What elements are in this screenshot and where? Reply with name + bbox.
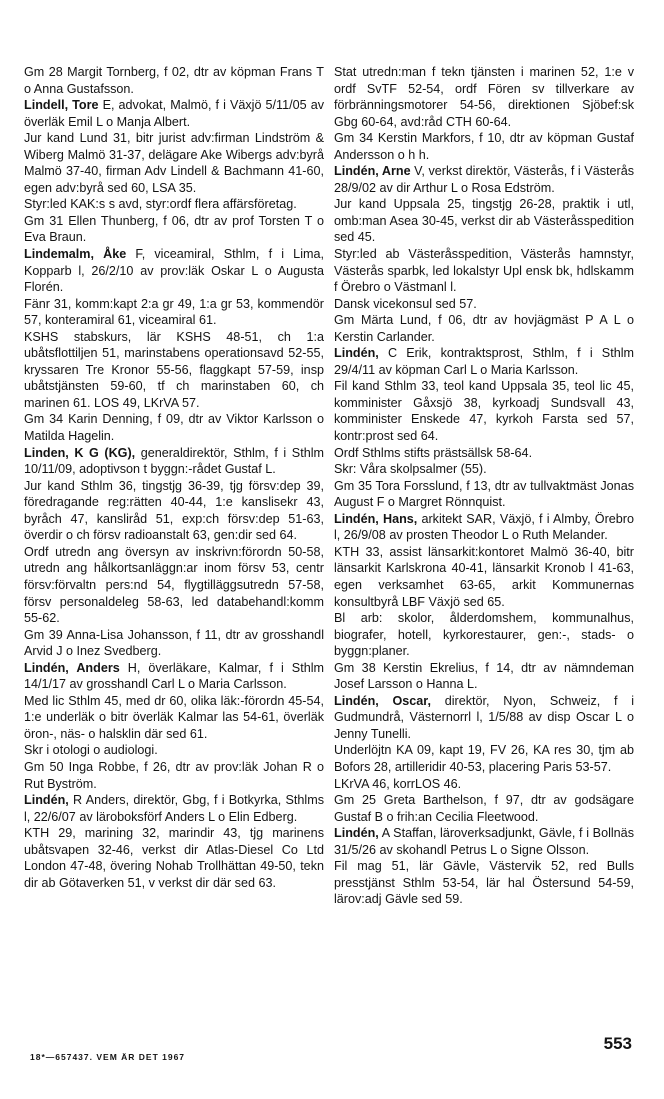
entry-text: Gm 38 Kerstin Ekrelius, f 14, dtr av nämndeman Josef Larsson o Hanna L.	[334, 660, 634, 692]
entry-text: Skr: Våra skolpsalmer (55).	[334, 462, 487, 477]
entry-text: Gm 34 Karin Denning, f 09, dtr av Viktor Karlsson o Matilda Hagelin.	[24, 412, 324, 444]
entry-heading: Lindén,	[334, 826, 379, 841]
entry-text: Dansk vicekonsul sed 57.	[334, 296, 477, 311]
entry-text: Fänr 31, komm:kapt 2:a gr 49, 1:a gr 53, kommendör 57, konteramiral 61, viceamiral 61.	[24, 296, 324, 328]
entry-linden-c-erik	[334, 345, 634, 510]
entry-linden-kg	[24, 445, 324, 660]
entry-linden-oscar	[334, 693, 634, 825]
entry-text: Gm 50 Inga Robbe, f 26, dtr av prov:läk Johan R o Rut Byström.	[24, 759, 324, 791]
entry-text: Stat utredn:man f tekn tjänsten i marinen 52, 1:e v ordf SvTF 52-54, ordf Fören sv tillverkare av förbränningsmotorer 54-56, direktionen Sjöbef:sk Gbg 60-64, avd:råd CTH 60-64.	[334, 65, 634, 129]
entry-text: LKrVA 46, korrLOS 46.	[334, 776, 462, 791]
entry-text: Gm 35 Tora Forsslund, f 13, dtr av tullvaktmäst Jonas August F o Margret Rönnquist.	[334, 478, 634, 510]
entry-tornberg-continuation	[24, 64, 324, 97]
entry-text: E, advokat, Malmö, f i Växjö 5/11/05 av överläk Emil L o Manja Albert.	[24, 98, 324, 129]
entry-text: Skr i otologi o audiologi.	[24, 743, 158, 758]
entry-lindemalm-ake	[24, 246, 324, 445]
entry-text: direktör, Nyon, Schweiz, f i Gudmundrå, Västernorrl l, 1/5/88 av disp Oscar L o Jenny Tunelli.	[334, 693, 634, 741]
entry-text: R Anders, direktör, Gbg, f i Botkyrka, Sthlms l, 22/6/07 av läroboksförf Anders L o Elin Edberg.	[24, 793, 324, 824]
page-number: 553	[603, 1034, 632, 1053]
entry-lindell-tore	[24, 97, 324, 246]
entry-linden-anders-h	[24, 660, 324, 792]
entry-heading: Lindén, Arne	[334, 164, 411, 179]
entry-text: Gm 25 Greta Barthelson, f 97, dtr av godsägare Gustaf B o frih:an Cecilia Fleetwood.	[334, 793, 634, 824]
entry-text: C Erik, kontraktsprost, Sthlm, f i Sthlm 29/4/11 av köpman Carl L o Maria Karlsson.	[334, 346, 634, 377]
entry-text: Fil kand Sthlm 33, teol kand Uppsala 35, teol lic 45, komminister Gåxsjö 38, kyrkoadj Sundsvall 43, komminister Enskede 47, kyrkoh Farsta sed 57, kontr:prost sed 64.	[334, 379, 634, 444]
entry-text: Jur kand Uppsala 25, tingstjg 26-28, praktik i utl, omb:man Asea 30-45, verkst dir ab Västeråsspedition sed 45.	[334, 197, 634, 245]
entry-text: F, viceamiral, Sthlm, f i Lima, Kopparb l, 26/2/10 av prov:läk Oskar L o Augusta Florén.	[24, 247, 324, 295]
entry-text: KSHS stabskurs, lär KSHS 48-51, ch 1:a ubåtsflottiljen 51, marinstabens operationsavd 52-55, kryssaren Tre Kronor 55-56, flaggkapt 57-59, insp ubåtstjänsten 59-60, tf ch marinstaben 60, ch marinen 61. LOS 49, LKrVA 57.	[24, 329, 324, 410]
entry-heading: Lindén,	[24, 793, 69, 808]
entry-text: Styr:led KAK:s s avd, styr:ordf flera affärsföretag.	[24, 197, 297, 212]
entry-text: Ordf utredn ang översyn av inskrivn:förordn 50-58, utredn ang hålkortsanläggn:ar inom försv 53, centr försv:förvaltn pers:nd 54, flygtilläggsutredn 57-58, försv personaldeleg 58-63, led databehandl:komm 55-62.	[24, 544, 324, 626]
entry-text: Fil mag 51, lär Gävle, Västervik 52, red Bulls presstjänst Sthlm 53-54, lär hal Östersund 54-59, lärov:adj Gävle sed 59.	[334, 859, 634, 907]
entry-text: Jur kand Sthlm 36, tingstjg 36-39, tjg försv:dep 39, föredragande reg:rätten 40-44, 1:e kanslisekr 43, byråch 47, kansliråd 51, exp:ch försv:dep 51-63, överdir o ch försv radioanstalt 63, gen:dir sed 64.	[24, 478, 324, 543]
entry-text: Gm Märta Lund, f 06, dtr av hovjägmäst P A L o Kerstin Carlander.	[334, 313, 634, 344]
entry-heading: Lindén, Oscar,	[334, 693, 432, 708]
entry-text: Gm 39 Anna-Lisa Johansson, f 11, dtr av grosshandl Arvid J o Inez Svedberg.	[24, 627, 324, 659]
entry-text: Med lic Sthlm 45, med dr 60, olika läk:-förordn 45-54, 1:e underläk o bitr överläk Kalmar las 54-61, överläk öron-, näs- o halsklin där sed 61.	[24, 693, 324, 741]
entry-text: KTH 29, marining 32, marindir 43, tjg marinens ubåtsvapen 32-46, verkst dir Atlas-Diesel Co Ltd London 47-48, övering Nohab Trollhättan 49-50, tekn dir ab Götaverken 51, v verkst dir där sed 63.	[24, 826, 324, 890]
right-column	[334, 64, 634, 908]
entry-text: generaldirektör, Sthlm, f i Sthlm 10/11/09, adoptivson t byggn:-rådet Gustaf L.	[24, 445, 324, 477]
entry-heading: Lindén, Hans,	[334, 511, 418, 526]
entry-text: Gm 34 Kerstin Markfors, f 10, dtr av köpman Gustaf Andersson o h h.	[334, 131, 634, 162]
entry-text: Jur kand Lund 31, bitr jurist adv:firman Lindström & Wiberg Malmö 31-37, delägare Ake Wibergs adv:byrå Malmö 37-40, firman Adv Lindell & Bachmann 41-60, egen adv:byrå sed 60, LSA 35.	[24, 131, 324, 195]
entry-linden-hans	[334, 511, 634, 693]
entry-heading: Linden, K G (KG),	[24, 445, 136, 460]
entry-heading: Lindén,	[334, 346, 379, 361]
entry-text: Bl arb: skolor, ålderdomshem, kommunalhus, biografer, hotell, kyrkorestaurer, gen:-, stads- o byggn:planer.	[334, 611, 634, 659]
entry-linden-r-anders-continuation	[334, 64, 634, 163]
entry-text: V, verkst direktör, Västerås, f i Västerås 28/9/02 av dir Arthur L o Rosa Edström.	[334, 164, 634, 195]
entry-text: Styr:led ab Västeråsspedition, Västerås hamnstyr, Västerås sparbk, led lokalstyr Upl ensk bk, hdlskamm f Örebro o Västmanl l.	[334, 247, 634, 295]
entry-linden-a-staffan	[334, 825, 634, 908]
entry-text: A Staffan, läroverksadjunkt, Gävle, f i Bollnäs 31/5/26 av skohandl Petrus L o Signe Olsson.	[334, 826, 634, 857]
entry-text: Ordf Sthlms stifts prästsällsk 58-64.	[334, 445, 533, 460]
entry-linden-arne	[334, 163, 634, 345]
entry-text: H, överläkare, Kalmar, f i Sthlm 14/1/17 av grosshandl Carl L o Maria Carlsson.	[24, 660, 324, 692]
left-column	[24, 64, 324, 891]
entry-linden-r-anders	[24, 792, 324, 891]
entry-text: Underlöjtn KA 09, kapt 19, FV 26, KA res 30, tjm ab Bofors 28, artilleridir 40-53, placering Paris 53-57.	[334, 743, 634, 774]
entry-text: Gm 28 Margit Tornberg, f 02, dtr av köpman Frans T o Anna Gustafsson.	[24, 65, 324, 96]
entry-text: KTH 33, assist länsarkit:kontoret Malmö 36-40, bitr länsarkit Karlskrona 40-41, länsarkit Kronob l 41-63, egen verksamhet 63-65, arkit Kommunernas konsultbyrå LBF Växjö sed 65.	[334, 544, 634, 609]
entry-heading: Lindell, Tore	[24, 98, 99, 113]
entry-heading: Lindemalm, Åke	[24, 247, 127, 262]
entry-heading: Lindén, Anders	[24, 660, 120, 675]
print-code: 18*—657437. VEM ÄR DET 1967	[30, 1052, 186, 1062]
entry-text: Gm 31 Ellen Thunberg, f 06, dtr av prof Torsten T o Eva Braun.	[24, 213, 324, 245]
entry-text: arkitekt SAR, Växjö, f i Almby, Örebro l, 26/9/08 av prosten Theodor L o Ruth Melander.	[334, 511, 634, 543]
